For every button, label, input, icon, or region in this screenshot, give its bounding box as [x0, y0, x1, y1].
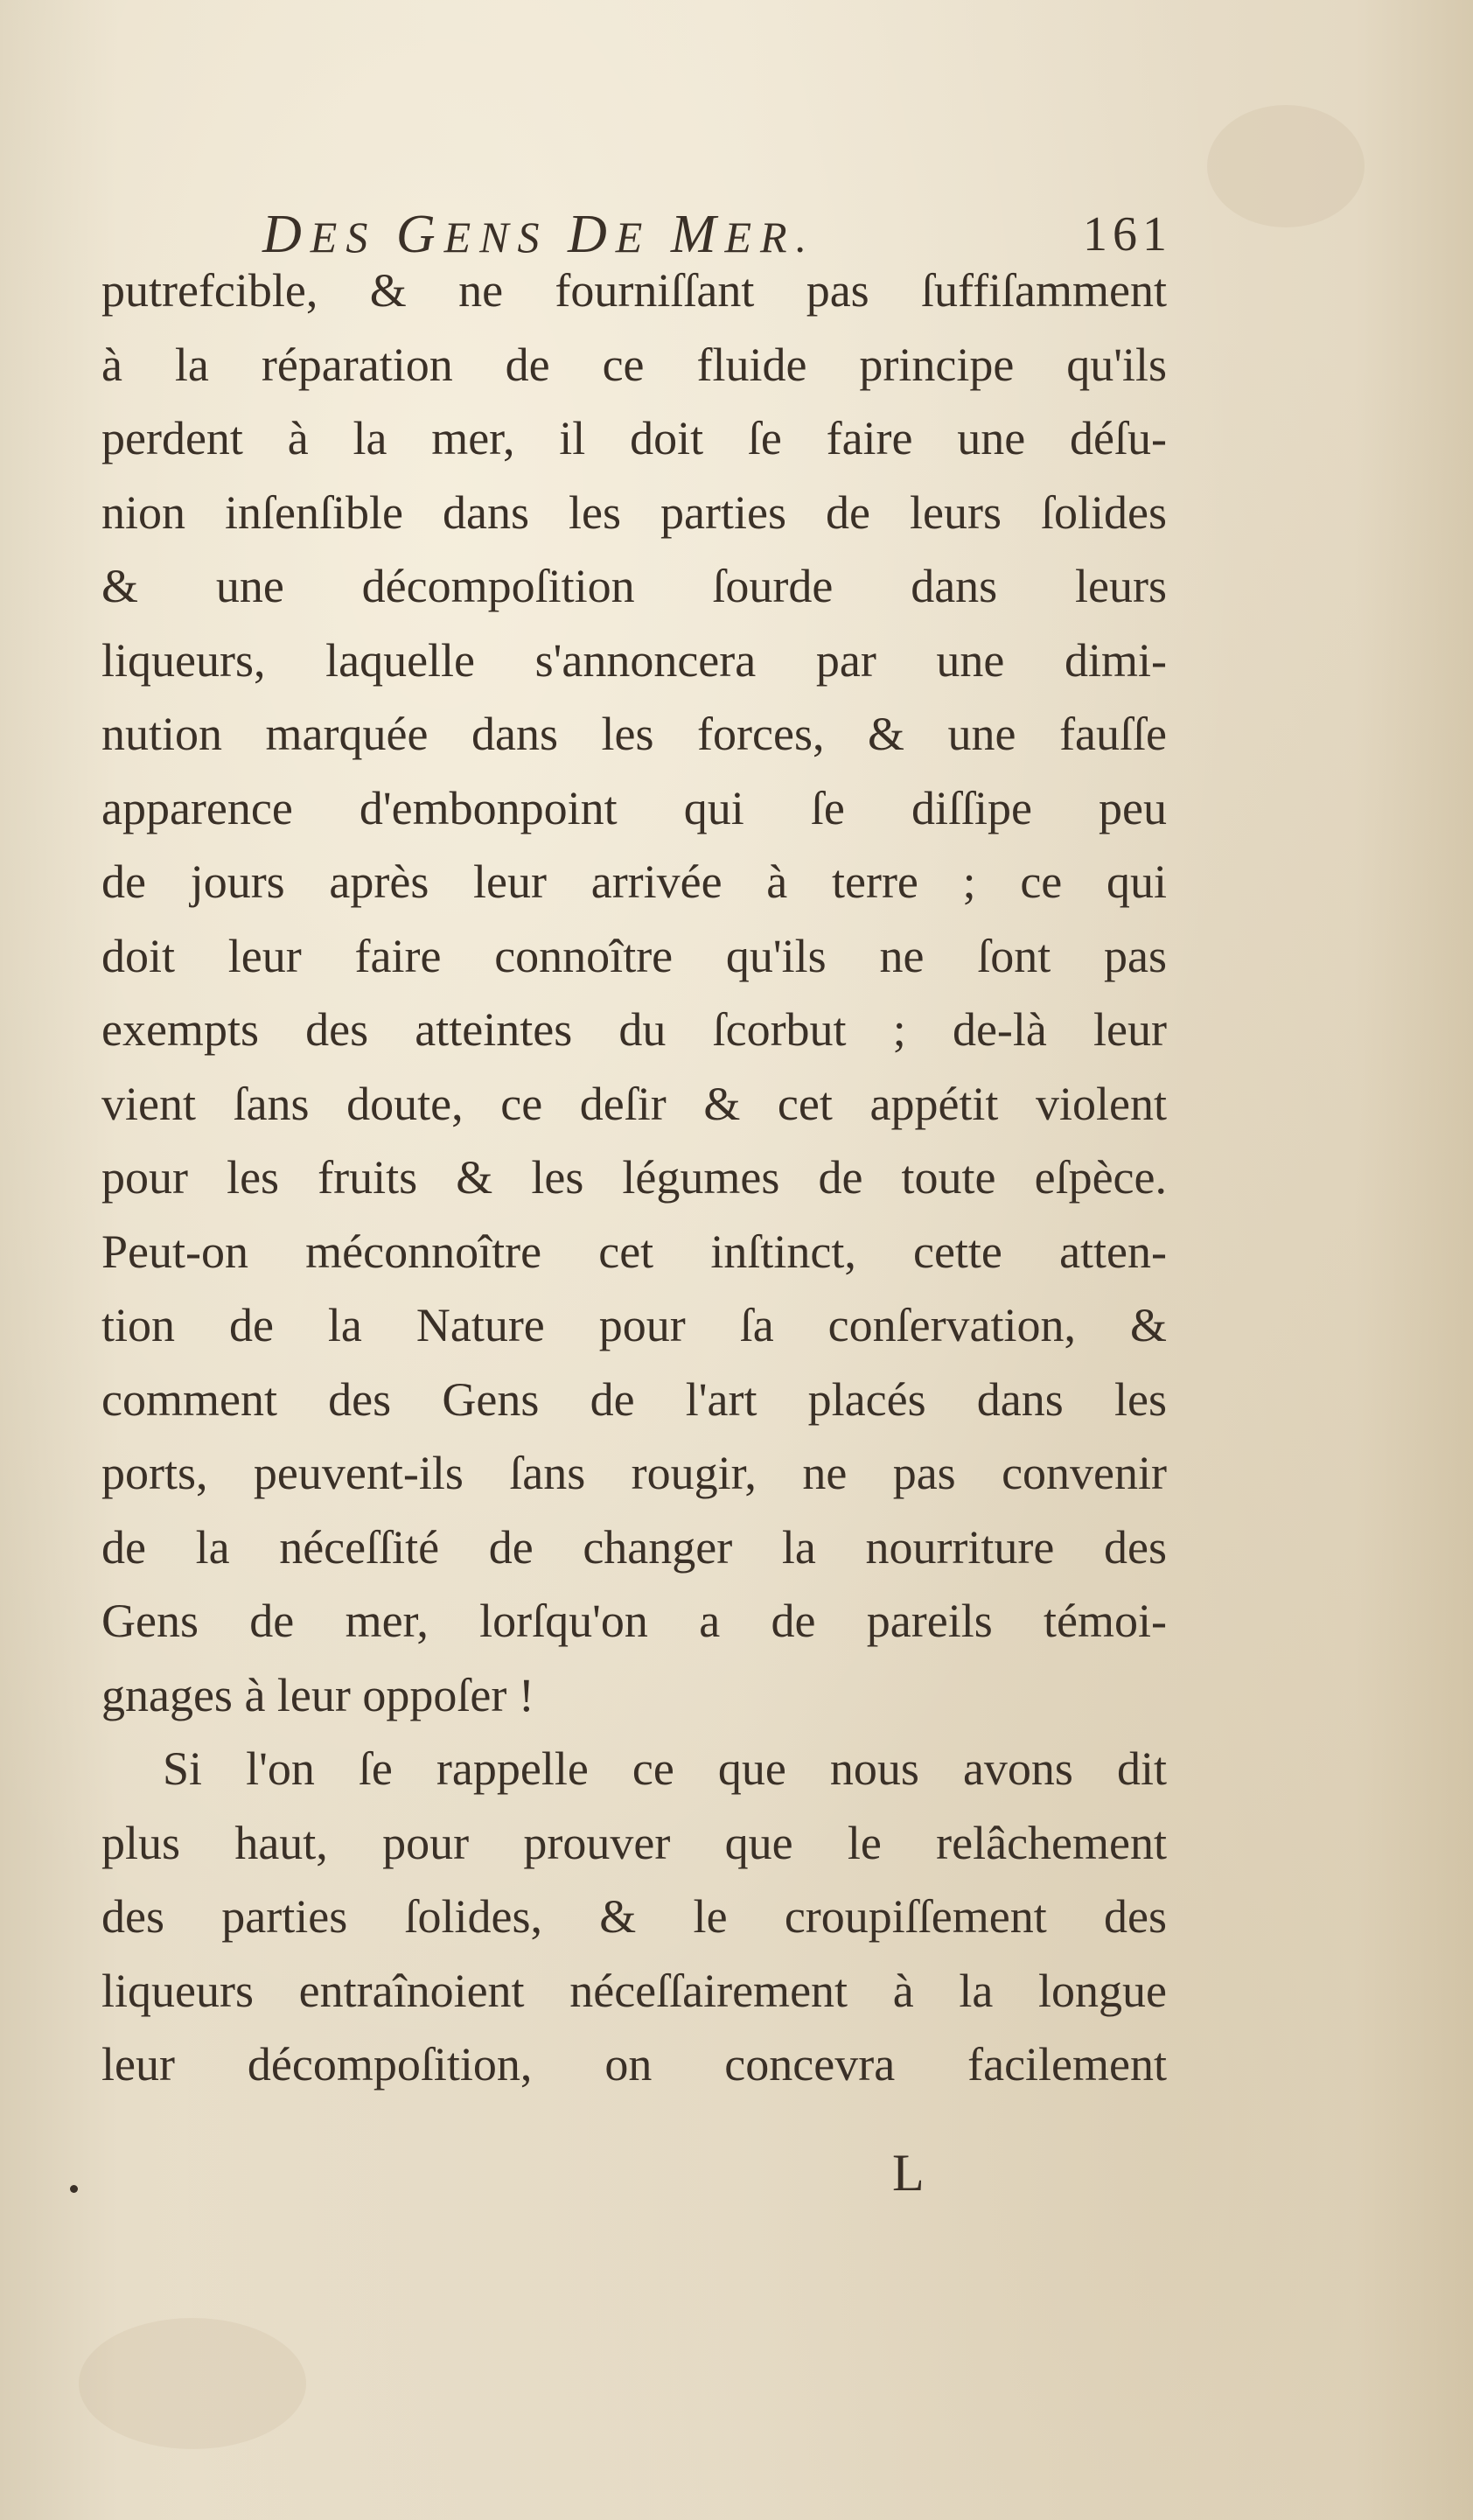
text-line: putrefcible, & ne fourniſſant pas ſuffiſamment — [101, 264, 1167, 317]
running-title-cap: M — [670, 205, 725, 264]
text-line: exempts des atteintes du ſcorbut ; de-là leur — [101, 1003, 1167, 1056]
paper-stain — [79, 2318, 306, 2449]
text-line: vient ſans doute, ce deſir & cet appétit violent — [101, 1077, 1167, 1130]
paper-stain — [1207, 105, 1365, 227]
running-title-text: ENS — [443, 213, 569, 262]
running-title-cap: G — [395, 205, 444, 264]
text-line: Si l'on ſe rappelle ce que nous avons dit — [163, 1742, 1167, 1795]
text-line: plus haut, pour prouver que le relâchement — [101, 1816, 1167, 1869]
text-line: liqueurs entraînoient néceſſairement à la longue — [101, 1964, 1167, 2017]
text-line: gnages à leur oppoſer ! — [101, 1668, 534, 1721]
text-line: tion de la Nature pour ſa conſervation, & — [101, 1299, 1167, 1351]
running-title-text: E — [615, 213, 671, 262]
text-line: liqueurs, laquelle s'annoncera par une dimi- — [101, 633, 1167, 687]
text-line: apparence d'embonpoint qui ſe diſſipe peu — [101, 781, 1167, 834]
text-line: nution marquée dans les forces, & une fauſſe — [101, 708, 1167, 760]
running-title-text: ES — [310, 213, 396, 262]
text-line: Gens de mer, lorſqu'on a de pareils témoi- — [101, 1595, 1167, 1647]
text-line: nion inſenſible dans les parties de leurs ſolides — [101, 485, 1167, 539]
signature-mark: L — [892, 2144, 925, 2202]
running-title-cap: D — [568, 205, 616, 264]
running-title-cap: D — [262, 205, 311, 264]
text-line: des parties ſolides, & le croupiſſement des — [101, 1890, 1167, 1943]
running-title-text: ER. — [724, 213, 816, 262]
body-text — [101, 254, 1167, 2102]
text-line: & une décompoſition ſourde dans leurs — [101, 560, 1167, 612]
text-line: de jours après leur arrivée à terre ; ce qui — [101, 855, 1167, 908]
text-line: comment des Gens de l'art placés dans les — [101, 1372, 1167, 1426]
ink-dot — [70, 2185, 78, 2193]
page-number: 161 — [1083, 207, 1172, 262]
text-line: de la néceſſité de changer la nourriture des — [101, 1520, 1167, 1574]
text-line: perdent à la mer, il doit ſe faire une déſu- — [101, 412, 1167, 464]
text-line: à la réparation de ce fluide principe qu'ils — [101, 338, 1167, 391]
text-line: doit leur faire connoître qu'ils ne ſont pas — [101, 929, 1167, 982]
text-line: Peut-on méconnoître cet inſtinct, cette atten- — [101, 1225, 1167, 1278]
text-line: leur décompoſition, on concevra facilement — [101, 2038, 1167, 2091]
text-line: ports, peuvent-ils ſans rougir, ne pas convenir — [101, 1447, 1167, 1499]
text-line: pour les fruits & les légumes de toute eſpèce. — [101, 1151, 1167, 1204]
